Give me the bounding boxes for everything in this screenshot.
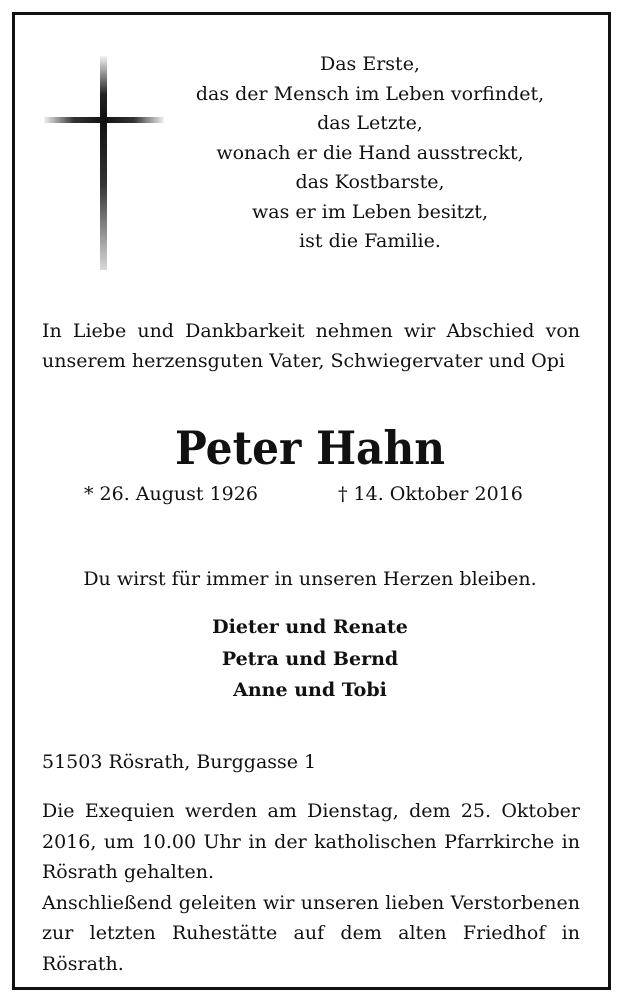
service-line: zur letzten Ruhestätte auf dem alten Friedhof in Rösrath. bbox=[42, 922, 580, 975]
service-line: 2016, um 10.00 Uhr in der katholischen Pfarrkirche in bbox=[42, 830, 580, 853]
poem-line: das Letzte, bbox=[317, 112, 423, 134]
birth-date: * 26. August 1926 bbox=[84, 483, 258, 505]
poem-line: wonach er die Hand ausstreckt, bbox=[216, 141, 524, 164]
poem-line: was er im Leben besitzt, bbox=[252, 200, 488, 223]
family-member: Dieter und Renate bbox=[212, 616, 408, 638]
cross-vertical-bar bbox=[100, 56, 107, 270]
service-line: Anschließend geleiten wir unseren lieben Verstorbenen bbox=[42, 891, 580, 914]
service-line: Die Exequien werden am Dienstag, dem 25. Oktober bbox=[42, 800, 580, 822]
farewell-intro bbox=[42, 316, 580, 376]
intro-line: In Liebe und Dankbarkeit nehmen wir Abschied von bbox=[42, 320, 580, 342]
death-date: † 14. Oktober 2016 bbox=[338, 483, 523, 505]
family-member: Petra und Bernd bbox=[221, 647, 399, 670]
poem-line: das der Mensch im Leben vorfindet, bbox=[195, 82, 545, 105]
intro-line: unserem herzensguten Vater, Schwiegervater und Opi bbox=[42, 350, 565, 372]
poem-line: das Kostbarste, bbox=[295, 171, 445, 193]
funeral-service-info bbox=[42, 796, 580, 979]
family-address: 51503 Rösrath, Burggasse 1 bbox=[42, 751, 317, 773]
service-line: Rösrath gehalten. bbox=[42, 861, 215, 883]
poem bbox=[160, 50, 580, 257]
family-signatures bbox=[0, 612, 620, 707]
memorial-motto: Du wirst für immer in unseren Herzen bleiben. bbox=[83, 568, 537, 590]
deceased-name: Peter Hahn bbox=[174, 421, 446, 475]
family-member: Anne und Tobi bbox=[233, 679, 387, 701]
poem-line: Das Erste, bbox=[320, 53, 420, 75]
cross-horizontal-bar bbox=[44, 117, 164, 123]
cross-icon bbox=[44, 56, 164, 270]
poem-line: ist die Familie. bbox=[299, 230, 441, 252]
